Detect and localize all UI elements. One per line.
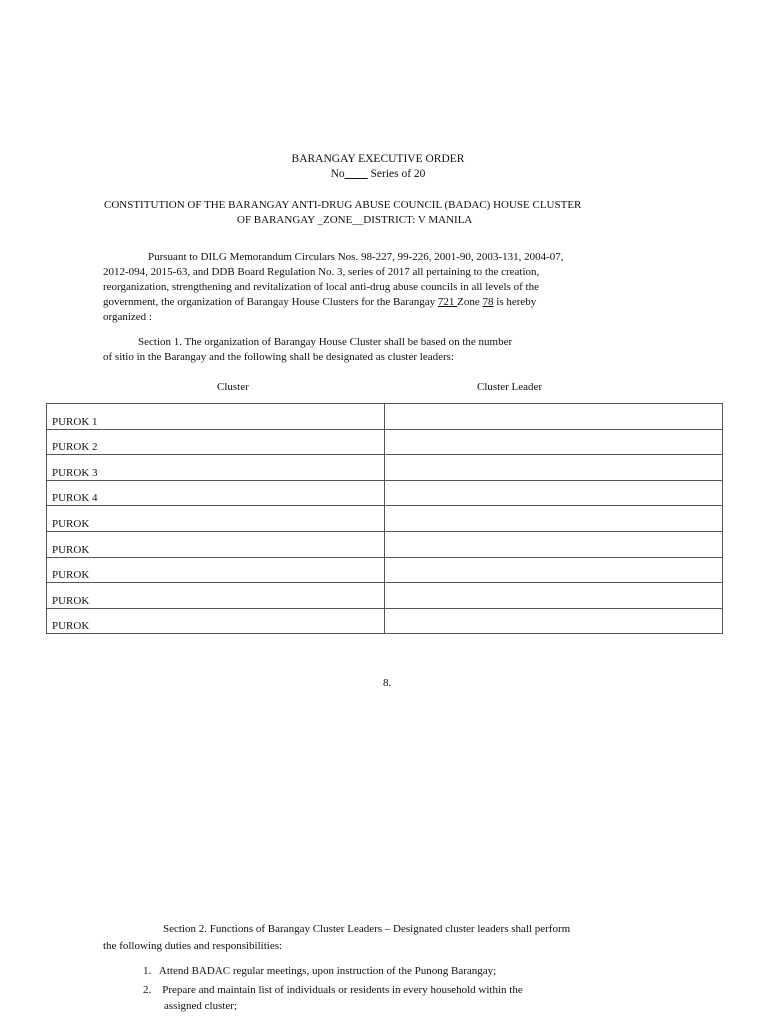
cluster-name: PUROK — [52, 620, 90, 633]
document-title: BARANGAY EXECUTIVE ORDER — [291, 153, 465, 165]
cluster-name: PUROK — [52, 543, 90, 556]
duty-text: Prepare and maintain list of individuals or residents in every household within the — [162, 984, 523, 996]
preamble-line-1: Pursuant to DILG Memorandum Circulars Nos. 98-227, 99-226, 2001-90, 2003-131, 2004-07, — [148, 251, 564, 263]
table-row — [47, 557, 723, 583]
preamble-line-2: 2012-094, 2015-63, and DDB Board Regulation No. 3, series of 2017 all pertaining to the creation, — [103, 266, 540, 278]
preamble-line-4 — [103, 295, 536, 310]
table-row — [47, 506, 723, 532]
cluster-cell — [47, 404, 385, 430]
cluster-leader-cell[interactable] — [385, 455, 723, 481]
preamble-line-4-end: is hereby — [493, 296, 537, 308]
cluster-leader-cell[interactable] — [385, 404, 723, 430]
cluster-name: PUROK 1 — [52, 415, 98, 428]
table-row — [47, 608, 723, 634]
duty-text-continuation: assigned cluster; — [164, 1000, 238, 1012]
table-row — [47, 455, 723, 481]
cluster-name: PUROK 3 — [52, 466, 98, 479]
section2-line-1: Section 2. Functions of Barangay Cluster Leaders – Designated cluster leaders shall perform — [163, 923, 571, 935]
table-row — [47, 404, 723, 430]
cluster-table — [46, 403, 723, 634]
cluster-name: PUROK 4 — [52, 492, 98, 505]
cluster-cell — [47, 455, 385, 481]
duty-text: Attend BADAC regular meetings, upon instruction of the Punong Barangay; — [158, 965, 497, 977]
duty-item — [143, 963, 523, 979]
preamble-line-5: organized : — [103, 311, 152, 323]
zone-number: 78 — [482, 296, 494, 308]
cluster-cell — [47, 608, 385, 634]
preamble-zone-label: Zone — [457, 296, 483, 308]
order-series: Series of 20 — [367, 168, 426, 180]
duty-number: 2. — [143, 984, 152, 996]
cluster-leader-cell[interactable] — [385, 429, 723, 455]
cluster-name: PUROK 2 — [52, 441, 98, 454]
cluster-name: PUROK — [52, 517, 90, 530]
cluster-leader-cell[interactable] — [385, 480, 723, 506]
cluster-cell — [47, 480, 385, 506]
cluster-leader-cell[interactable] — [385, 557, 723, 583]
table-row — [47, 429, 723, 455]
duty-item — [143, 982, 523, 998]
cluster-cell — [47, 531, 385, 557]
preamble-line-3: reorganization, strengthening and revitalization of local anti-drug abuse councils in all levels of the — [103, 281, 539, 293]
cluster-leader-cell[interactable] — [385, 506, 723, 532]
section1-line-2: of sitio in the Barangay and the following shall be designated as cluster leaders: — [103, 351, 454, 363]
cluster-cell — [47, 583, 385, 609]
section2-line-2: the following duties and responsibilities: — [103, 940, 283, 952]
section1-line-1: Section 1. The organization of Barangay House Cluster shall be based on the number — [138, 336, 513, 348]
cluster-name: PUROK — [52, 569, 90, 582]
preamble-line-4-text: government, the organization of Barangay House Clusters for the Barangay — [103, 296, 438, 308]
page-marker: 8. — [383, 677, 392, 689]
column-heading-cluster-leader: Cluster Leader — [477, 381, 543, 393]
order-number-line — [0, 168, 756, 180]
order-number-blank: ____ — [344, 168, 368, 180]
duty-number: 1. — [143, 965, 152, 977]
cluster-leader-cell[interactable] — [385, 531, 723, 557]
subject-line-2: OF BARANGAY _ZONE__DISTRICT: V MANILA — [237, 214, 473, 226]
cluster-cell — [47, 557, 385, 583]
table-row — [47, 480, 723, 506]
duty-item-continuation — [143, 998, 523, 1014]
table-row — [47, 583, 723, 609]
cluster-leader-cell[interactable] — [385, 608, 723, 634]
column-heading-cluster: Cluster — [217, 381, 249, 393]
duties-list — [143, 963, 523, 1014]
cluster-name: PUROK — [52, 594, 90, 607]
order-number-prefix: No — [330, 168, 345, 180]
table-row — [47, 531, 723, 557]
cluster-leader-cell[interactable] — [385, 583, 723, 609]
cluster-cell — [47, 506, 385, 532]
subject-line-1: CONSTITUTION OF THE BARANGAY ANTI-DRUG ABUSE COUNCIL (BADAC) HOUSE CLUSTER — [104, 199, 582, 211]
cluster-cell — [47, 429, 385, 455]
barangay-number: 721 — [437, 296, 458, 308]
